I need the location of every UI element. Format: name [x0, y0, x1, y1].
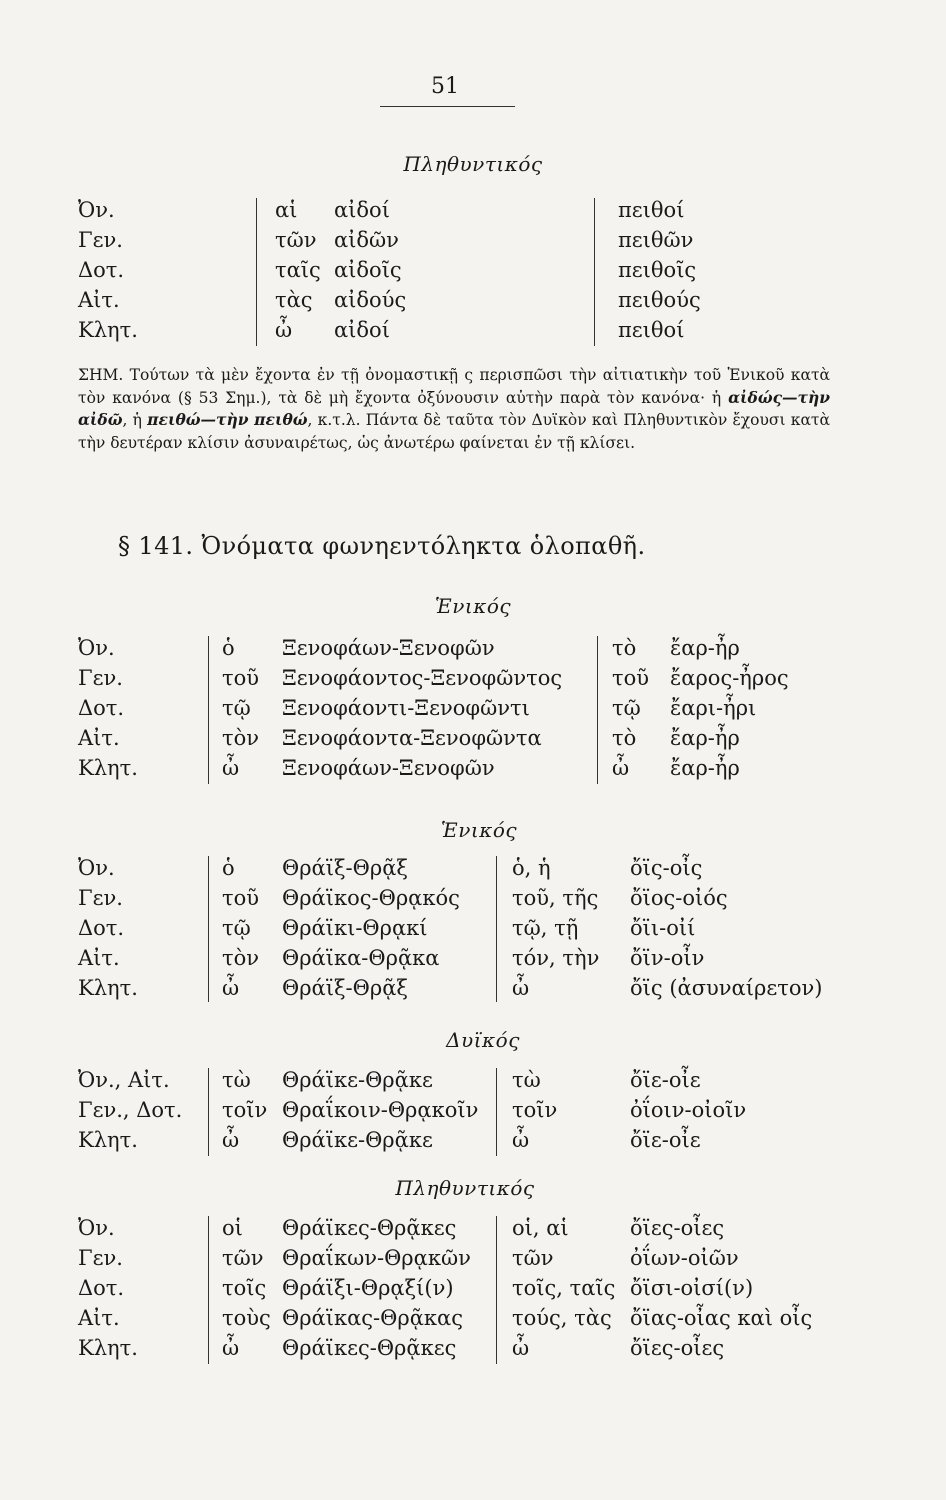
- noun-form: ὄϊς-οἶς: [630, 856, 703, 880]
- noun-form: πειθούς: [618, 288, 701, 312]
- noun-form: Θράϊκας-Θρᾷκας: [282, 1306, 463, 1330]
- note-text: Τούτων τὰ μὲν ἔχοντα ἐν τῇ ὀνομαστικῇ ς περισπῶσι τὴν αἰτιατικὴν τοῦ Ἑνικοῦ κατὰ τὸν κανόνα (§ 53 Σημ.), τὰ δὲ μὴ ἔχοντα ὀξύνουσιν αὐτὴν παρὰ τὸν κανόνα· ἡ: [78, 366, 830, 407]
- table4-divider-right: [496, 1068, 497, 1156]
- table3-articles-b: [512, 853, 599, 1003]
- case-label: Κλητ.: [78, 318, 138, 342]
- noun-form: ὀΐων-οἰῶν: [630, 1246, 739, 1270]
- table1-articles: [275, 195, 321, 345]
- note-text: , ἡ: [122, 411, 148, 429]
- article: ὦ: [222, 976, 240, 1000]
- noun-form: Ξενοφάων-Ξενοφῶν: [282, 636, 495, 660]
- table1-divider-left: [256, 198, 257, 346]
- case-label: Αἰτ.: [78, 946, 120, 970]
- noun-form: Θράϊξ-Θρᾷξ: [282, 856, 408, 880]
- noun-form: αἰδῶν: [334, 228, 399, 252]
- case-label: Ὀν.: [78, 198, 115, 222]
- table3-divider-right: [496, 856, 497, 1002]
- table2-articles-b: [612, 633, 649, 783]
- noun-form: Θράϊξ-Θρᾷξ: [282, 976, 408, 1000]
- noun-form: ἔαρος-ἦρος: [670, 666, 789, 690]
- noun-form: αἰδούς: [334, 288, 407, 312]
- table4-divider-left: [208, 1068, 209, 1156]
- table3-case-labels: [78, 853, 138, 1003]
- case-label: Ὀν.: [78, 636, 115, 660]
- article: τὸ: [612, 726, 637, 750]
- noun-form: Θράϊκε-Θρᾷκε: [282, 1128, 433, 1152]
- table5-heading: Πληθυντικός: [395, 1176, 535, 1200]
- article: τῶν: [222, 1246, 264, 1270]
- noun-form: ὄϊος-οἰός: [630, 886, 728, 910]
- case-label: Δοτ.: [78, 1276, 125, 1300]
- article: τοῦ: [222, 666, 260, 690]
- noun-form: ὄϊες-οἶες: [630, 1336, 725, 1360]
- noun-form: Θράϊκα-Θρᾷκα: [282, 946, 440, 970]
- table5-articles-a: [222, 1213, 271, 1363]
- noun-form: ὄϊν-οἶν: [630, 946, 705, 970]
- article: ὦ: [275, 318, 293, 342]
- table4-articles-b: [512, 1065, 557, 1155]
- note-paragraph: [78, 364, 830, 454]
- noun-form: αἰδοί: [334, 318, 390, 342]
- article: τοῖν: [222, 1098, 268, 1122]
- case-label: Γεν., Δοτ.: [78, 1098, 183, 1122]
- article: τῷ: [222, 916, 251, 940]
- table4-forms-thrax: [282, 1065, 478, 1155]
- article: τὼ: [222, 1068, 251, 1092]
- page-number-rule: [380, 106, 515, 107]
- noun-form: Θράϊκες-Θρᾷκες: [282, 1216, 457, 1240]
- noun-form: ὄϊας-οἶας καὶ οἶς: [630, 1306, 813, 1330]
- article: τοῦ, τῆς: [512, 886, 599, 910]
- article: ὦ: [512, 1128, 530, 1152]
- noun-form: ὀΐοιν-οἰοῖν: [630, 1098, 747, 1122]
- article: τὸ: [612, 636, 637, 660]
- noun-form: πειθῶν: [618, 228, 694, 252]
- article: ὦ: [512, 976, 530, 1000]
- note-text: , κ.τ.λ. Πάντα δὲ ταῦτα τὸν Δυϊκὸν καὶ Πληθυντικὸν ἔχουσι κατὰ τὴν δευτέραν κλίσιν ἀσυναιρέτως, ὡς ἀνωτέρω φαίνεται ἐν τῇ κλίσει.: [78, 411, 830, 452]
- noun-form: Ξενοφάοντι-Ξενοφῶντι: [282, 696, 530, 720]
- article: τοὺς: [222, 1306, 271, 1330]
- article: ὁ, ἡ: [512, 856, 551, 880]
- table1-case-labels: [78, 195, 138, 345]
- article: ὦ: [512, 1336, 530, 1360]
- table1-heading: Πληθυντικός: [403, 152, 543, 176]
- article: ὁ: [222, 856, 235, 880]
- table3-forms-ois: [630, 853, 822, 1003]
- article: τούς, τὰς: [512, 1306, 612, 1330]
- article: τοῖν: [512, 1098, 558, 1122]
- noun-form: ὄϊι-οἰί: [630, 916, 696, 940]
- noun-form: ὄϊσι-οἰσί(ν): [630, 1276, 754, 1300]
- case-label: Αἰτ.: [78, 1306, 120, 1330]
- table3-articles-a: [222, 853, 259, 1003]
- note-example-aidos: αἰδώς—τὴν αἰδῶ: [78, 387, 830, 429]
- case-label: Κλητ.: [78, 1336, 138, 1360]
- noun-form: ὄϊς (ἀσυναίρετον): [630, 976, 823, 1000]
- article: τόν, τὴν: [512, 946, 600, 970]
- note-label: ΣΗΜ.: [78, 366, 124, 384]
- noun-form: Θραΐκων-Θρᾳκῶν: [282, 1246, 471, 1270]
- noun-form: πειθοῖς: [618, 258, 697, 282]
- article: ὦ: [222, 756, 240, 780]
- table2-divider-right: [597, 636, 598, 784]
- article: τοῦ: [222, 886, 260, 910]
- noun-form: ἔαρ-ἦρ: [670, 636, 740, 660]
- noun-form: ἔαρι-ἦρι: [670, 696, 757, 720]
- table5-articles-b: [512, 1213, 615, 1363]
- article: ταῖς: [275, 258, 321, 282]
- article: τῶν: [512, 1246, 554, 1270]
- article: τῷ: [222, 696, 251, 720]
- case-label: Γεν.: [78, 666, 123, 690]
- section-title: Ὀνόματα φωνηεντόληκτα ὁλοπαθῆ.: [201, 532, 646, 560]
- table2-divider-left: [208, 636, 209, 784]
- case-label: Ὀν.: [78, 1216, 115, 1240]
- table4-forms-ois: [630, 1065, 746, 1155]
- table2-forms-xenophon: [282, 633, 562, 783]
- case-label: Δοτ.: [78, 258, 125, 282]
- table3-forms-thrax: [282, 853, 460, 1003]
- article: τὸν: [222, 726, 260, 750]
- article: ὦ: [222, 1128, 240, 1152]
- noun-form: Θράϊκες-Θρᾷκες: [282, 1336, 457, 1360]
- noun-form: ὄϊες-οἶες: [630, 1216, 725, 1240]
- article: οἱ, αἱ: [512, 1216, 569, 1240]
- note-example-peitho: πειθώ—τὴν πειθώ: [147, 410, 308, 429]
- article: οἱ: [222, 1216, 243, 1240]
- noun-form: Ξενοφάοντα-Ξενοφῶντα: [282, 726, 542, 750]
- case-label: Κλητ.: [78, 976, 138, 1000]
- section-number: § 141.: [118, 532, 194, 560]
- table3-divider-left: [208, 856, 209, 1002]
- noun-form: πειθοί: [618, 198, 685, 222]
- noun-form: Θράϊκε-Θρᾷκε: [282, 1068, 433, 1092]
- table4-articles-a: [222, 1065, 267, 1155]
- table1-forms-peitho: [618, 195, 701, 345]
- article: τοῖς: [222, 1276, 267, 1300]
- case-label: Αἰτ.: [78, 288, 120, 312]
- article: τὼ: [512, 1068, 541, 1092]
- table1-forms-aidos: [334, 195, 406, 345]
- case-label: Αἰτ.: [78, 726, 120, 750]
- table2-heading: Ἑνικός: [434, 594, 512, 618]
- case-label: Γεν.: [78, 228, 123, 252]
- table5-case-labels: [78, 1213, 138, 1363]
- table1-divider-right: [594, 198, 595, 346]
- case-label: Γεν.: [78, 1246, 123, 1270]
- case-label: Γεν.: [78, 886, 123, 910]
- table3-heading: Ἑνικός: [440, 818, 518, 842]
- table2-articles-a: [222, 633, 259, 783]
- table4-case-labels: [78, 1065, 182, 1155]
- article: ὦ: [222, 1336, 240, 1360]
- article: ὁ: [222, 636, 235, 660]
- table5-divider-left: [208, 1216, 209, 1364]
- noun-form: Θράϊκι-Θρᾳκί: [282, 916, 428, 940]
- section-heading: [118, 532, 645, 560]
- article: τὰς: [275, 288, 313, 312]
- noun-form: πειθοί: [618, 318, 685, 342]
- noun-form: Θράϊκος-Θρᾳκός: [282, 886, 460, 910]
- noun-form: αἰδοῖς: [334, 258, 402, 282]
- noun-form: ἔαρ-ἦρ: [670, 726, 740, 750]
- noun-form: Θραΐκοιν-Θρᾳκοῖν: [282, 1098, 479, 1122]
- page-number: 51: [431, 74, 459, 99]
- article: αἱ: [275, 198, 298, 222]
- noun-form: ὄϊε-οἶε: [630, 1128, 701, 1152]
- table5-forms-thrax: [282, 1213, 471, 1363]
- case-label: Ὀν., Αἰτ.: [78, 1068, 170, 1092]
- article: τῶν: [275, 228, 317, 252]
- noun-form: ἔαρ-ἦρ: [670, 756, 740, 780]
- article: τῷ, τῇ: [512, 916, 579, 940]
- case-label: Δοτ.: [78, 696, 125, 720]
- noun-form: ὄϊε-οἶε: [630, 1068, 701, 1092]
- table5-forms-ois: [630, 1213, 812, 1363]
- article: τοῖς, ταῖς: [512, 1276, 616, 1300]
- case-label: Ὀν.: [78, 856, 115, 880]
- article: τοῦ: [612, 666, 650, 690]
- noun-form: αἰδοί: [334, 198, 390, 222]
- case-label: Κλητ.: [78, 756, 138, 780]
- noun-form: Θράϊξι-Θρᾳξί(ν): [282, 1276, 454, 1300]
- article: τῷ: [612, 696, 641, 720]
- noun-form: Ξενοφάοντος-Ξενοφῶντος: [282, 666, 563, 690]
- case-label: Κλητ.: [78, 1128, 138, 1152]
- table2-forms-ear: [670, 633, 789, 783]
- table4-heading: Δυϊκός: [446, 1028, 520, 1052]
- table2-case-labels: [78, 633, 138, 783]
- table5-divider-right: [496, 1216, 497, 1364]
- article: ὦ: [612, 756, 630, 780]
- case-label: Δοτ.: [78, 916, 125, 940]
- article: τὸν: [222, 946, 260, 970]
- noun-form: Ξενοφάων-Ξενοφῶν: [282, 756, 495, 780]
